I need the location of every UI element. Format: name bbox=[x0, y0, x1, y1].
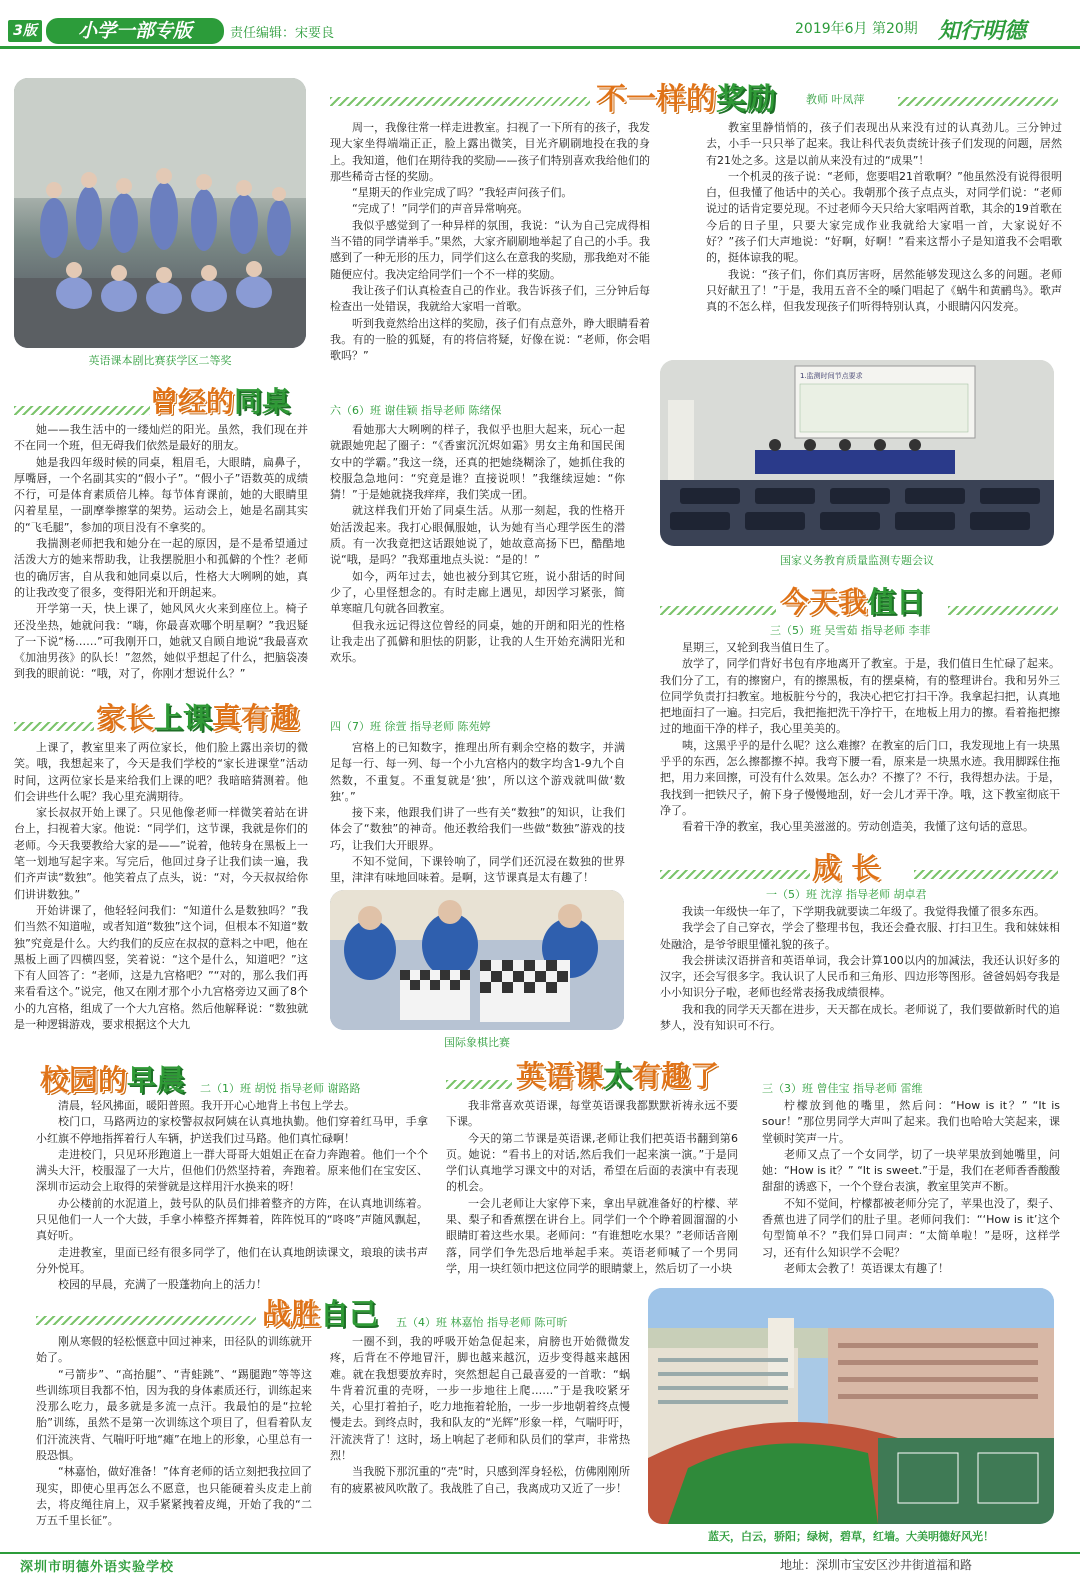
paragraph: 走进校门，只见环形跑道上一群大哥哥大姐姐正在奋力奔跑着。他们一个个满头大汗，校服湿了一大片，但他们仍然坚持着，奔跑着。原来他们在宝安区、深圳市运动会上取得的荣誉就是这样用汗水换来的呀！ bbox=[36, 1147, 428, 1194]
duty-body bbox=[660, 640, 1060, 840]
reward-title-decoration bbox=[330, 97, 590, 106]
morning-byline: 二（1）班 胡悦 指导老师 谢路路 bbox=[200, 1082, 361, 1095]
duty-title-decoration bbox=[660, 606, 776, 615]
parents-title bbox=[96, 696, 299, 737]
footer-rule bbox=[0, 1552, 1080, 1554]
paragraph: 我让孩子们认真检查自己的作业。我告诉孩子们，三分钟后每检查出一处错误，我就给大家唱一首歌。 bbox=[330, 283, 650, 314]
victory-title-decoration bbox=[36, 1316, 256, 1325]
slide-title: 1.监测时间节点要求 bbox=[800, 372, 863, 380]
paragraph: 周一，我像往常一样走进教室。扫视了一下所有的孩子，我发现大家坐得端端正正，脸上露出微笑，目光齐刷刷地投在我的身上。我知道，他们在期待我的奖励——孩子们特别喜欢我给他们的那些稀奇古怪的奖励。 bbox=[330, 121, 650, 183]
parents-column-1 bbox=[14, 740, 308, 1034]
paragraph: 我似乎感觉到了一种异样的氛围，我说：“认为自己完成得相当不错的同学请举手。”果然，大家齐刷刷地举起了自己的小手。我感到了一种无形的压力，同学们这么在意我的奖励，那我绝对不能随便应付。我决定给同学们一个不一样的奖励。 bbox=[330, 218, 650, 281]
duty-title-part-b: 值日 bbox=[867, 585, 926, 619]
paragraph: 老师太会教了！英语课太有趣了！ bbox=[784, 1261, 949, 1275]
paragraph: 上课了，教室里来了两位家长，他们脸上露出亲切的微笑。哦，我想起来了，今天是我们学校的“家长进课堂”活动时间，这两位家长是来给我们上课的吧？我暗暗猜测着。他们会讲些什么呢？我心里充满期待。 bbox=[14, 741, 308, 803]
deskmate-column-1 bbox=[14, 422, 308, 682]
duty-title-part-a: 今天我 bbox=[780, 585, 868, 619]
paragraph: “星期天的作业完成了吗？”我轻声问孩子们。 bbox=[352, 186, 573, 200]
paragraph: 接下来，他跟我们讲了一些有关“数独”的知识，让我们体会了“数独”的神奇。他还教给我们一些做“数独”游戏的技巧，让我们大开眼界。 bbox=[330, 806, 625, 852]
paragraph: 开学第一天，快上课了，她风风火火来到座位上。椅子还没坐热，她就问我：“嗨，你最喜欢哪个明星啊？”我迟疑了一下说“杨……”可我刚开口，她就又自顾自地说“我最喜欢《加油男孩》的队长！”忽然，她似乎想起了什么，把脑袋凑到我的眼前说：“哦，对了，你刚才想说什么？” bbox=[14, 602, 308, 681]
page-number: 3版 bbox=[8, 20, 42, 42]
deskmate-title-decoration bbox=[14, 406, 150, 415]
growth-title: 成 长 bbox=[812, 851, 881, 885]
victory-title bbox=[262, 1292, 378, 1333]
paragraph: 不知不觉间，柠檬都被老师分完了，苹果也没了，梨子、香蕉也进了同学们的肚子里。老师问我们：“‘How is it’这个句型简单不？”我们异口同声：“太简单啦！”是呀，这样学习，还有什么知识学不会呢？ bbox=[762, 1196, 1060, 1259]
reward-title bbox=[596, 74, 776, 118]
growth-byline: 一（5）班 沈淳 指导老师 胡卓君 bbox=[766, 888, 927, 901]
paragraph: 家长叔叔开始上课了。只见他像老师一样微笑着站在讲台上，扫视着大家。他说：“同学们，这节课，我就是你们的老师。今天我要教给大家的是——”说着，他转身在黑板上一笔一划地写起字来。写完后，他回过身子让我们读一遍，我们齐声读“数独”。他笑着点了点头，说：“对，今天叔叔给你们讲讲数独。” bbox=[14, 806, 308, 901]
paragraph: 教室里静悄悄的，孩子们表现出从来没有过的认真劲儿。三分钟过去，小手一只只举了起来。我让科代表负责统计孩子们发现的问题，居然有21处之多。这是以前从来没有过的“成果”！ bbox=[706, 121, 1062, 167]
morning-title-part-b: 早晨 bbox=[127, 1063, 186, 1097]
meeting-photo bbox=[660, 360, 1054, 546]
parents-column-2 bbox=[330, 740, 625, 888]
deskmate-title-part-a: 曾经的 bbox=[150, 385, 235, 418]
campus-photo bbox=[648, 1288, 1054, 1524]
morning-title bbox=[40, 1058, 185, 1099]
edition-banner: 小学一部专版 bbox=[46, 18, 224, 44]
victory-title-part-a: 战胜 bbox=[262, 1297, 321, 1331]
paragraph: 我学会了自己穿衣，学会了整理书包，我还会叠衣服、打扫卫生。我和妹妹相处融洽，是爷爷眼里懂礼貌的孩子。 bbox=[660, 921, 1060, 951]
english-column-1 bbox=[446, 1098, 738, 1278]
footer-address: 地址：深圳市宝安区沙井街道福和路 bbox=[780, 1558, 973, 1572]
paragraph: “弓箭步”、“高抬腿”、“青蛙跳”、“踢腿跑”等等这些训练项目我都不怕，因为我的身体素质还行，训练起来没那么吃力，最多就是多流一点汗。我最怕的是“拉轮胎”训练，虽然不是第一次训练这个项目了，但看着队友们汗流浃背、气喘吁吁地“瘫”在地上的形象，心里总有一股恐惧。 bbox=[36, 1367, 312, 1463]
editor-line: 责任编辑：宋要良 bbox=[230, 26, 335, 41]
paragraph: “完成了！”同学们的声音异常响亮。 bbox=[352, 202, 529, 216]
paragraph: “林嘉怡，做好准备！”体育老师的话立刻把我拉回了现实，即使心里再怎么不愿意，也只能硬着头皮走上前去，将皮绳往肩上，双手紧紧拽着皮绳，开始了我的“二万五千里长征”。 bbox=[36, 1465, 312, 1528]
paragraph: 当我脱下那沉重的“壳”时，只感到浑身轻松，仿佛刚刚所有的疲累被风吹散了。我战胜了自己，我离成功又近了一步！ bbox=[330, 1465, 630, 1495]
paragraph: 宫格上的已知数字，推理出所有剩余空格的数字，并满足每一行、每一列、每一个小九宫格内的数字均含1-9九个自然数，不重复。不重复就是‘独’，所以这个游戏就叫做‘数独’。” bbox=[330, 741, 625, 803]
reward-title-part-a: 不一样的 bbox=[596, 82, 716, 117]
paragraph: 她——我生活中的一缕灿烂的阳光。虽然，我们现在并不在同一个班，但无碍我们依然是最好的朋友。 bbox=[14, 423, 308, 453]
paragraph: 我和我的同学天天都在进步，天天都在成长。老师说了，我们要做新时代的追梦人，没有知识可不行。 bbox=[660, 1002, 1060, 1033]
reward-byline: 教师 叶凤萍 bbox=[806, 93, 865, 106]
dance-photo bbox=[14, 78, 306, 348]
paragraph: 但我永远记得这位曾经的同桌，她的开朗和阳光的性格让我走出了孤僻和胆怯的阴影，让我的人生开始充满阳光和欢乐。 bbox=[330, 618, 625, 665]
deskmate-byline: 六（6）班 谢佳颖 指导老师 陈绪保 bbox=[330, 404, 502, 417]
paragraph: 她是我四年级时候的同桌，粗眉毛，大眼睛，扁鼻子，厚嘴唇，一个名副其实的“假小子”。“假小子”语数英的成绩不行，可是体育素质倍儿棒。每节体育课前，她的大眼睛里闪着星星，一副摩拳擦掌的架势。运动会上，她是名副其实的“飞毛腿”，参加的项目没有不拿奖的。 bbox=[14, 455, 308, 534]
paragraph: 刚从寒假的轻松惬意中回过神来，田径队的训练就开始了。 bbox=[36, 1335, 312, 1365]
reward-title-part-b: 奖励 bbox=[716, 82, 776, 117]
campus-photo-caption: 蓝天，白云，骄阳；绿树，碧草，红墙。大美明德好风光！ bbox=[708, 1530, 994, 1543]
victory-column-2 bbox=[330, 1334, 630, 1548]
morning-body bbox=[36, 1098, 428, 1292]
paragraph: 不知不觉间，下课铃响了，同学们还沉浸在数独的世界里，津津有味地回味着。是啊，这节课真是太有趣了！ bbox=[330, 855, 625, 885]
paragraph: 校门口，马路两边的家校警叔叔阿姨在认真地执勤。他们穿着红马甲，手拿小红旗不停地指挥着行人车辆，护送我们过马路。他们真忙碌啊！ bbox=[36, 1115, 428, 1145]
victory-byline: 五（4）班 林嘉怡 指导老师 陈可昕 bbox=[396, 1316, 568, 1329]
header-rule bbox=[0, 46, 1080, 49]
paragraph: 走进教室，里面已经有很多同学了，他们在认真地朗读课文，琅琅的读书声分外悦耳。 bbox=[36, 1245, 428, 1275]
paragraph: 我揣测老师把我和她分在一起的原因，是不是希望通过活泼大方的她来帮助我，让我摆脱胆小和孤僻的个性？老师也的确厉害，自从我和她同桌以后，性格大大咧咧的她，真的让我改变了很多，变得阳光和开朗起来。 bbox=[14, 537, 308, 599]
paragraph: 我会拼读汉语拼音和英语单词，我会计算100以内的加减法，我还认识好多的汉字，还会写很多字。我认识了人民币和三角形、四边形等图形。爸爸妈妈夸我是小小知识分子啦，老师也经常表扬我成绩很棒。 bbox=[660, 953, 1060, 1000]
growth-title-decoration-right bbox=[914, 870, 1058, 879]
victory-title-part-b: 自己 bbox=[320, 1297, 379, 1331]
reward-column-2 bbox=[706, 120, 1062, 338]
paragraph: 柠檬放到他的嘴里，然后问：“How is it？” “It is sour！”那位男同学大声叫了起来。我们也哈哈大笑起来，课堂顿时笑声一片。 bbox=[762, 1099, 1060, 1145]
paragraph: 就这样我们开始了同桌生活。从那一刻起，我的性格开始活泼起来。我打心眼佩服她，认为她有当心理学医生的潜质。有一次我竟把这话跟她说了，她故意高扬下巴，酷酷地说“哦，是吗？”我郑重地点头说：“是的！” bbox=[330, 504, 625, 567]
english-title-part-a: 英语课 bbox=[516, 1059, 604, 1093]
deskmate-title-part-b: 同桌 bbox=[234, 385, 291, 418]
chess-photo-caption: 国际象棋比赛 bbox=[444, 1036, 510, 1049]
paragraph: 如今，两年过去，她也被分到其它班，说小甜话的时间少了，心里怪想念的。有时走廊上遇见，却因学习紧张，简单寒暄几句就各回教室。 bbox=[330, 569, 625, 616]
dance-photo-caption: 英语课本剧比赛获学区二等奖 bbox=[88, 354, 232, 367]
english-byline: 三（3）班 曾佳宝 指导老师 雷维 bbox=[762, 1082, 923, 1095]
morning-title-part-a: 校园的 bbox=[40, 1063, 128, 1097]
paragraph: 我非常喜欢英语课，每堂英语课我都默默祈祷永远不要下课。 bbox=[446, 1099, 738, 1129]
parents-title-part-a: 家长 bbox=[96, 701, 155, 735]
duty-title-decoration-right bbox=[948, 606, 1058, 615]
parents-title-part-b: 上课 bbox=[154, 701, 213, 735]
paragraph: 一圈不到，我的呼吸开始急促起来，肩膀也开始微微发疼，后背在不停地冒汗，脚也越来越沉，迈步变得越来越困难。就在我想要放弃时，突然想起自己最喜爱的一首歌：“蜗牛背着沉重的壳呀，一步一步地往上爬……”于是我咬紧牙关，心里打着拍子，吃力地拖着轮胎，一步一步地朝着终点慢慢走去。到终点时，我和队友的“光辉”形象一样，气喘吁吁，汗流浃背了！这时，场上响起了老师和队员们的掌声，非常热烈！ bbox=[330, 1335, 630, 1463]
english-title-part-c: 有趣了 bbox=[632, 1059, 720, 1093]
paragraph: 老师又点了一个女同学，切了一块苹果放到她嘴里，问她：“How is it？” “It is sweet.”于是，我们在老师香香酸酸甜甜的诱惑下，一个个登台表演，教室里笑声不断。 bbox=[762, 1147, 1060, 1194]
deskmate-column-2 bbox=[330, 422, 625, 674]
paragraph: 我说：“孩子们，你们真厉害呀，居然能够发现这么多的问题。老师只好献丑了！”于是，我用五音不全的嗓门唱起了《蜗牛和黄鹂鸟》。歌声真的不怎么样，但我发现孩子们听得特别认真，小眼睛闪闪发亮。 bbox=[706, 267, 1062, 314]
english-title-part-b: 太 bbox=[603, 1059, 633, 1093]
meeting-photo-caption: 国家义务教育质量监测专题会议 bbox=[780, 554, 934, 567]
growth-title-decoration bbox=[660, 870, 810, 879]
parents-byline: 四（7）班 徐萱 指导老师 陈苑婷 bbox=[330, 720, 491, 733]
paragraph: 放学了，同学们背好书包有序地离开了教室。于是，我们值日生忙碌了起来。我们分了工，有的擦窗户，有的擦黑板，有的摆桌椅，有的整理讲台。我和另外三位同学负责打扫教室。地板脏兮兮的，我决心把它打扫干净。我拿起扫把，认真地把地面扫了一遍。扫完后，我把拖把洗干净拧干，在地板上用力的擦。看着拖把擦过的地面干净的样子，我心里美美的。 bbox=[660, 657, 1060, 736]
paragraph: 听到我竟然给出这样的奖励，孩子们有点意外，睁大眼睛看着我。有的一脸的狐疑，有的将信将疑，好像在说：“老师，你会唱歌吗？” bbox=[330, 316, 650, 363]
duty-byline: 三（5）班 吴雪茹 指导老师 李菲 bbox=[770, 624, 931, 637]
paragraph: 看她那大大咧咧的样子，我似乎也胆大起来，玩心一起就跟她兜起了圈子：“《香蜜沉沉烬如霜》男女主角和国民闺女中的学霸。”我这一绕，还真的把她绕糊涂了，她抓住我的校服急急地问：“究竟是谁？直接说呗！”我继续逗她：“你猜！”于是她就挠我痒痒，我们笑成一团。 bbox=[330, 423, 625, 502]
english-title bbox=[516, 1054, 719, 1095]
reward-column-1 bbox=[330, 120, 650, 363]
english-title-decoration bbox=[446, 1080, 512, 1089]
parents-title-part-c: 真有趣 bbox=[212, 701, 300, 735]
parents-title-decoration bbox=[14, 722, 94, 731]
paragraph: 校园的早晨，充满了一股蓬勃向上的活力！ bbox=[58, 1278, 267, 1292]
duty-title bbox=[780, 580, 925, 621]
paragraph: 办公楼前的水泥道上，鼓号队的队员们排着整齐的方阵，在认真地训练着。只见他们一人一个大鼓，手拿小棒整齐挥舞着，阵阵悦耳的“咚咚”声随风飘起，真好听。 bbox=[36, 1196, 428, 1243]
paragraph: 一个机灵的孩子说：“老师，您要唱21首歌啊？”他虽然没有说得很明白，但我懂了他话中的关心。我朝那个孩子点点头，对同学们说：“老师说过的话肯定要兑现。不过老师今天只给大家唱两首歌，其余的19首歌在今后的日子里，只要大家完成作业我就给大家唱一首，大家说好不好？”孩子们大声地说：“好啊，好啊！”看来这帮小子是知道我不会唱歌的，挺体谅我的呢。 bbox=[706, 169, 1062, 265]
paragraph: 清晨，轻风拂面，暖阳普照。我开开心心地背上书包上学去。 bbox=[58, 1099, 355, 1112]
paragraph: 我读一年级快一年了，下学期我就要读二年级了。我觉得我懂了很多东西。 bbox=[682, 905, 1045, 918]
reward-title-decoration-right bbox=[898, 97, 1058, 106]
paragraph: 一会儿老师让大家停下来，拿出早就准备好的柠檬、苹果、梨子和香蕉摆在讲台上。同学们一个个睁着圆溜溜的小眼睛盯着这些水果。老师问：“有谁想吃水果？”老师话音刚落，同学们争先恐后地举起手来。英语老师喊了一个男同学，用一块红领巾把这位同学的眼睛蒙上，然后切了一小块 bbox=[446, 1196, 738, 1275]
paragraph: 开始讲课了，他轻轻问我们：“知道什么是数独吗？”我们当然不知道啦，或者知道“数独”这个词，但根本不知道“数独”究竟是什么。大约我们的反应在叔叔的意料之中吧，他在黑板上画了四横四竖，笑着说：“这个是什么，知道吧？”这下有人回答了：“老师，这是九宫格吧？”“对的，那么我们再来看看这个。”说完，他又在刚才那个小九宫格旁边又画了8个小的九宫格，组成了一个大九宫格。然后他解释说：“数独就是一种逻辑游戏，要求根据这个大九 bbox=[14, 903, 308, 1032]
paragraph: 星期三，又轮到我当值日生了。 bbox=[682, 641, 836, 654]
footer-school-name: 深圳市明德外语实验学校 bbox=[20, 1560, 175, 1575]
issue-date: 2019年6月 第20期 bbox=[795, 21, 918, 37]
chess-photo bbox=[330, 890, 624, 1030]
newspaper-logo: 知行明德 bbox=[938, 18, 1027, 44]
paragraph: 咦，这黑乎乎的是什么呢？这么难擦？在教室的后门口，我发现地上有一块黑乎乎的东西，怎么擦都擦不掉。我弯下腰一看，原来是一块黑水迹。我用脚踩住拖把，用力来回擦，可没有什么效果。怎么办？不擦了？不行，我得想办法。于是，我找到一把铁尺子，俯下身子慢慢地刮，好一会儿才弄干净。哦，这下教室彻底干净了。 bbox=[660, 738, 1060, 817]
english-column-2 bbox=[762, 1098, 1060, 1278]
deskmate-title bbox=[150, 380, 290, 420]
growth-body bbox=[660, 904, 1060, 1036]
paragraph: 今天的第二节课是英语课,老师让我们把英语书翻到第6页。她说：“看书上的对话,然后我们一起来演一演。”于是同学们认真地学习课文中的对话，希望在后面的表演中有表现的机会。 bbox=[446, 1131, 738, 1194]
victory-column-1 bbox=[36, 1334, 312, 1548]
paragraph: 看着干净的教室，我心里美滋滋的。劳动创造美，我懂了这句话的意思。 bbox=[682, 820, 1034, 834]
